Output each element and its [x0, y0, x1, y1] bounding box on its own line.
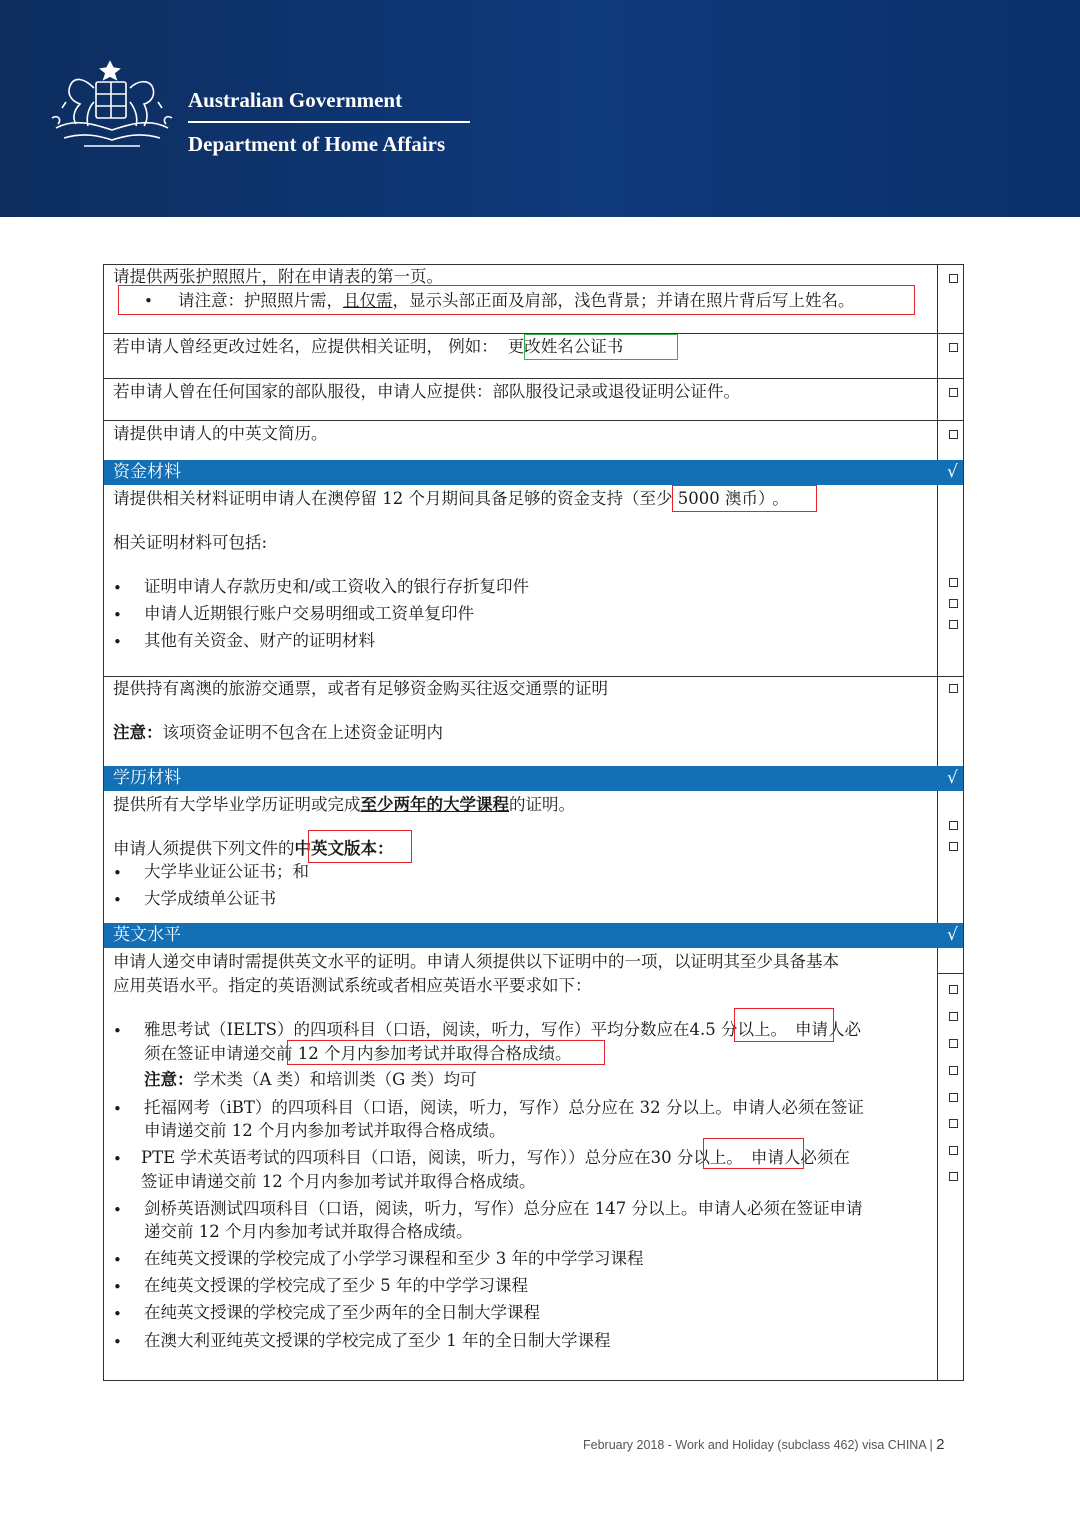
- section-title: 资金材料: [113, 462, 181, 482]
- ticket-requirement: 提供持有离澳的旅游交通票，或者有足够资金购买往返交通票的证明: [113, 679, 608, 698]
- ielts-requirement-line1: 雅思考试（IELTS）的四项科目（口语，阅读，听力，写作）平均分数应在4.5 分以上。 申请人必: [144, 1020, 861, 1039]
- checkbox[interactable]: [949, 430, 958, 439]
- section-header-funds: [104, 460, 963, 485]
- checkbox[interactable]: [949, 599, 958, 608]
- checkbox[interactable]: [949, 1012, 958, 1021]
- header-banner: [0, 0, 1080, 217]
- check-mark-icon: √: [947, 462, 958, 482]
- checkbox[interactable]: [949, 343, 958, 352]
- education-requirement: 提供所有大学毕业学历证明或完成至少两年的大学课程的证明。: [113, 795, 575, 814]
- department-title: Department of Home Affairs: [188, 132, 446, 156]
- bullet: •: [113, 579, 122, 597]
- english-other-item: 在纯英文授课的学校完成了至少 5 年的中学学习课程: [144, 1276, 528, 1295]
- checkbox[interactable]: [949, 1146, 958, 1155]
- row-divider: [103, 420, 964, 421]
- english-other-item: 在纯英文授课的学校完成了小学学习课程和至少 3 年的中学学习课程: [144, 1249, 644, 1268]
- row-divider: [103, 378, 964, 379]
- photos-note: 请注意：护照照片需，且仅需，显示头部正面及肩部，浅色背景；并请在照片背后写上姓名。: [178, 291, 855, 310]
- checkbox[interactable]: [949, 388, 958, 397]
- bullet: •: [113, 1150, 122, 1168]
- checkbox[interactable]: [949, 1039, 958, 1048]
- military-requirement: 若申请人曾在任何国家的部队服役，申请人应提供：部队服役记录或退役证明公证件。: [113, 382, 740, 401]
- highlight-box: [703, 1138, 804, 1169]
- bullet: •: [144, 292, 153, 310]
- funds-item: 证明申请人存款历史和/或工资收入的银行存折复印件: [144, 577, 530, 596]
- checkbox[interactable]: [949, 985, 958, 994]
- highlight-box: [287, 1040, 605, 1065]
- funds-item: 申请人近期银行账户交易明细或工资单复印件: [144, 604, 474, 623]
- row-divider: [938, 973, 964, 974]
- checkbox[interactable]: [949, 578, 958, 587]
- checkbox[interactable]: [949, 620, 958, 629]
- ielts-requirement-line2: 须在签证申请递交前 12 个月内参加考试并取得合格成绩。: [144, 1044, 572, 1063]
- bullet: •: [113, 1251, 122, 1269]
- english-intro-line2: 应用英语水平。指定的英语测试系统或者相应英语水平要求如下：: [113, 976, 592, 995]
- toefl-requirement-line2: 申请递交前 12 个月内参加考试并取得合格成绩。: [144, 1121, 506, 1140]
- checkbox[interactable]: [949, 684, 958, 693]
- checkbox[interactable]: [949, 1119, 958, 1128]
- checkbox[interactable]: [949, 1172, 958, 1181]
- header-divider: [188, 121, 470, 123]
- check-mark-icon: √: [947, 925, 958, 945]
- checkbox-column-divider: [937, 791, 938, 923]
- english-intro-line1: 申请人递交申请时需提供英文水平的证明。申请人须提供以下证明中的一项，以证明其至少具备基本: [113, 952, 839, 971]
- highlight-box-green: [524, 334, 678, 360]
- highlight-box: [672, 485, 817, 512]
- toefl-requirement-line1: 托福网考（iBT）的四项科目（口语，阅读，听力，写作）总分应在 32 分以上。申请人必须在签证: [144, 1098, 864, 1117]
- funds-may-include: 相关证明材料可包括:: [113, 533, 268, 552]
- education-item: 大学毕业证公证书；和: [144, 862, 309, 881]
- section-header-english: [104, 923, 963, 948]
- bullet: •: [113, 633, 122, 651]
- bullet: •: [113, 1278, 122, 1296]
- checkbox[interactable]: [949, 274, 958, 283]
- page-number: 2: [936, 1436, 945, 1453]
- funds-intro: 请提供相关材料证明申请人在澳停留 12 个月期间具备足够的资金支持（至少 5000 澳币） 。: [113, 489, 789, 508]
- highlight-box: [118, 285, 915, 315]
- photos-requirement: 请提供两张护照照片，附在申请表的第一页。: [113, 267, 443, 286]
- resume-requirement: 请提供申请人的中英文简历。: [113, 424, 328, 443]
- government-title: Australian Government: [188, 88, 403, 112]
- section-title: 英文水平: [113, 925, 181, 945]
- bullet: •: [113, 891, 122, 909]
- english-other-item: 在纯英文授课的学校完成了至少两年的全日制大学课程: [144, 1303, 540, 1322]
- checkbox[interactable]: [949, 1093, 958, 1102]
- check-mark-icon: √: [947, 768, 958, 788]
- funds-item: 其他有关资金、财产的证明材料: [144, 631, 375, 650]
- bullet: •: [113, 1201, 122, 1219]
- name-change-requirement: 若申请人曾经更改过姓名，应提供相关证明， 例如： 更改姓名公证书: [113, 337, 624, 356]
- english-other-item: 在澳大利亚纯英文授课的学校完成了至少 1 年的全日制大学课程: [144, 1331, 611, 1350]
- pte-requirement-line2: 签证申请递交前 12 个月内参加考试并取得合格成绩。: [141, 1172, 536, 1191]
- checkbox-column-divider: [937, 264, 938, 460]
- bullet: •: [113, 1100, 122, 1118]
- bullet: •: [113, 864, 122, 882]
- checkbox-column-divider: [937, 485, 938, 766]
- checkbox[interactable]: [949, 842, 958, 851]
- funds-note: 注意：该项资金证明不包含在上述资金证明内: [113, 723, 443, 742]
- highlight-box: [308, 830, 412, 863]
- bullet: •: [113, 1022, 122, 1040]
- row-divider: [103, 676, 964, 677]
- education-versions: 申请人须提供下列文件的中英文版本：: [113, 839, 394, 858]
- coat-of-arms-logo: [44, 58, 180, 162]
- ielts-note: 注意：学术类（A 类）和培训类（G 类）均可: [144, 1070, 477, 1089]
- section-header-education: [104, 766, 963, 791]
- cambridge-requirement-line2: 递交前 12 个月内参加考试并取得合格成绩。: [144, 1222, 473, 1241]
- pte-requirement-line1: PTE 学术英语考试的四项科目（口语，阅读，听力，写作））总分应在30 分以上。 申请人必须在: [141, 1148, 850, 1167]
- section-title: 学历材料: [113, 768, 181, 788]
- checkbox[interactable]: [949, 821, 958, 830]
- cambridge-requirement-line1: 剑桥英语测试四项科目（口语，阅读，听力，写作）总分应在 147 分以上。申请人必须在签证申请: [144, 1199, 863, 1218]
- bullet: •: [113, 1333, 122, 1351]
- footer-text: February 2018 - Work and Holiday (subclass 462) visa CHINA |: [583, 1438, 937, 1452]
- checkbox-column-divider: [937, 948, 938, 1381]
- highlight-box: [734, 1008, 834, 1042]
- bullet: •: [113, 1305, 122, 1323]
- bullet: •: [113, 606, 122, 624]
- page-footer: [583, 1436, 945, 1453]
- checkbox[interactable]: [949, 1066, 958, 1075]
- education-item: 大学成绩单公证书: [144, 889, 276, 908]
